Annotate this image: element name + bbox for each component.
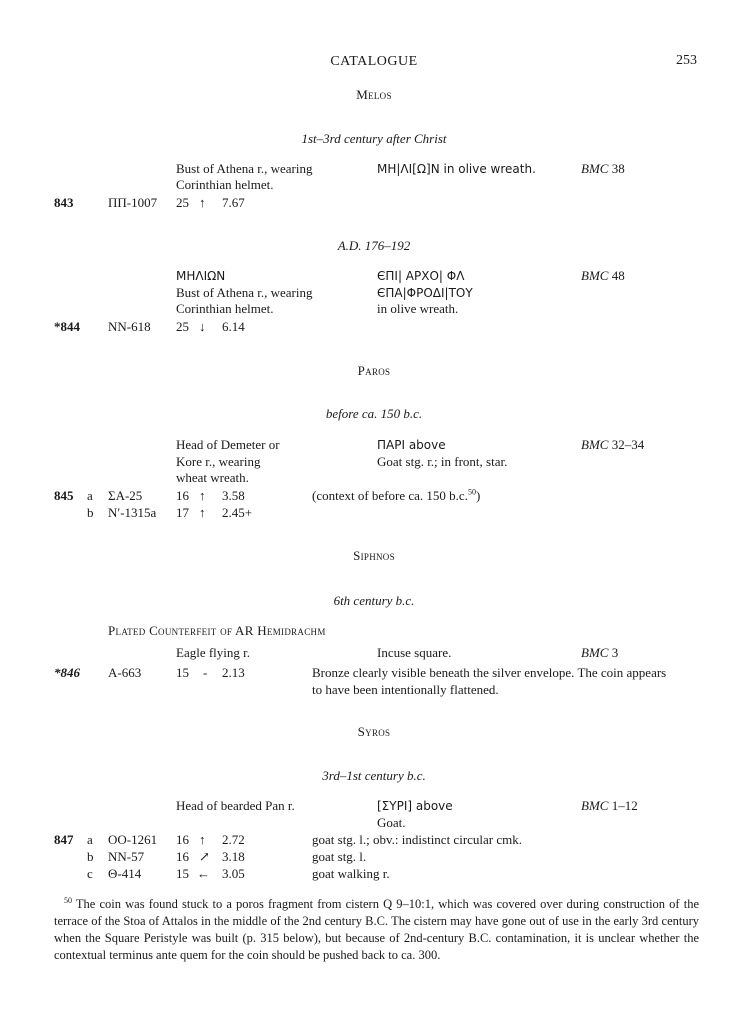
bmc-number: 38 [611, 161, 625, 176]
die-axis-arrow-icon: ↑ [199, 505, 206, 520]
die-axis-arrow-icon: ↗ [199, 849, 210, 864]
footnote-text: The coin was found stuck to a poros fragment from cistern Q 9–10:1, which was covered over during construction of the terrace of the Stoa of Attalos in the middle of the 2nd century B.C. The cistern may have gone out of use in the early 3rd century when the Square Peristyle was built (p. 315 below), but because of 2nd-century B.C. contamination, it is unclear whether the contextual terminus ante quem for the coin should be pushed back to ca. 300. [54, 897, 699, 962]
obverse-line: Corinthian helmet. [176, 177, 274, 192]
inventory-number: N′-1315a [108, 505, 157, 520]
reverse-line [377, 161, 536, 177]
note-line: to have been intentionally flattened. [312, 682, 499, 697]
catalogue-number: 845 [54, 488, 74, 503]
weight: 2.72 [222, 832, 245, 847]
section-title-paros: Paros [357, 363, 391, 378]
weight: 6.14 [222, 319, 245, 334]
catalogue-number: 843 [54, 195, 74, 210]
reverse-legend: ΜΗ|ΛΙ[Ω]Ν in olive wreath. [377, 162, 536, 176]
die-axis-arrow-icon: ↑ [199, 195, 206, 210]
note-line: Bronze clearly visible beneath the silver envelope. The coin appears [312, 665, 667, 680]
catalogue-number: *844 [54, 319, 80, 334]
obverse-line: Bust of Athena r., wearing [176, 161, 313, 176]
footnote-reference: 50 [467, 487, 476, 497]
obverse-line: Eagle flying r. [176, 645, 251, 660]
coin-description: goat walking r. [312, 866, 390, 881]
weight: 2.45+ [222, 505, 253, 520]
bmc-label: BMC [581, 161, 609, 176]
bmc-number: 1–12 [611, 798, 638, 813]
obverse-line: Head of bearded Pan r. [176, 798, 295, 813]
weight: 3.18 [222, 849, 245, 864]
die-axis-arrow-icon: ↑ [199, 488, 206, 503]
period-heading: 6th century b.c. [333, 593, 415, 608]
diameter: 16 [176, 832, 189, 847]
die-axis-dash-icon: - [203, 665, 208, 680]
obverse-line: wheat wreath. [176, 470, 249, 485]
period-heading: 1st–3rd century after Christ [301, 131, 447, 146]
die-axis-arrow-icon: ← [197, 866, 210, 881]
variant-letter: c [87, 866, 93, 881]
diameter: 16 [176, 488, 189, 503]
reverse-line: Goat stg. r.; in front, star. [377, 454, 508, 469]
obverse-line: Corinthian helmet. [176, 301, 274, 316]
bmc-reference [581, 437, 644, 453]
bmc-reference [581, 161, 625, 177]
obverse-line: Bust of Athena r., wearing [176, 285, 313, 300]
bmc-reference [581, 645, 618, 661]
reverse-legend: [ΣΥΡΙ] above [377, 799, 453, 813]
diameter: 25 [176, 319, 189, 334]
inventory-number: Θ-414 [108, 866, 142, 881]
bmc-number: 3 [611, 645, 619, 660]
context-close: ) [475, 488, 481, 503]
bmc-label: BMC [581, 437, 609, 452]
section-title-melos: Melos [356, 87, 392, 102]
diameter: 15 [176, 665, 189, 680]
catalogue-number: 847 [54, 832, 74, 847]
die-axis-arrow-icon: ↓ [199, 319, 206, 334]
reverse-line: Incuse square. [377, 645, 452, 660]
inventory-number: A-663 [108, 665, 142, 680]
coin-description: goat stg. l.; obv.: indistinct circular cmk. [312, 832, 523, 847]
variant-letter: a [87, 488, 93, 503]
page-number: 253 [676, 53, 697, 68]
inventory-number: NN-57 [108, 849, 145, 864]
inventory-number: ΣΑ-25 [108, 488, 143, 503]
catalogue-number: *846 [54, 665, 80, 680]
footnote [54, 896, 699, 964]
inventory-number: ΠΠ-1007 [108, 195, 158, 210]
reverse-legend: ЄΠΙ| ΑΡΧΟ| ΦΛ [377, 269, 465, 283]
diameter: 16 [176, 849, 189, 864]
bmc-reference [581, 798, 638, 814]
bmc-label: BMC [581, 798, 609, 813]
bmc-number: 48 [611, 268, 625, 283]
period-heading: 3rd–1st century b.c. [322, 768, 426, 783]
context-text: (context of before ca. 150 b.c. [312, 488, 468, 503]
running-head: CATALOGUE [330, 54, 418, 69]
period-heading: A.D. 176–192 [337, 238, 411, 253]
obverse-legend: ΜΗΛΙΩΝ [176, 269, 226, 283]
footnote-marker: 50 [64, 895, 72, 905]
inventory-number: OO-1261 [108, 832, 158, 847]
variant-letter: b [87, 849, 94, 864]
inventory-number: NN-618 [108, 319, 151, 334]
context-note [312, 488, 480, 504]
bmc-label: BMC [581, 645, 609, 660]
reverse-legend: ЄΠΑ|ΦΡΟΔΙ|ΤΟΥ [377, 286, 473, 300]
section-title-siphnos: Siphnos [353, 548, 395, 563]
bmc-number: 32–34 [611, 437, 645, 452]
coin-description: goat stg. l. [312, 849, 367, 864]
section-title-syros: Syros [357, 724, 391, 739]
denomination-subhead: Plated Counterfeit of AR Hemidrachm [108, 623, 326, 638]
variant-letter: b [87, 505, 94, 520]
obverse-line: Kore r., wearing [176, 454, 261, 469]
weight: 3.05 [222, 866, 245, 881]
weight: 7.67 [222, 195, 245, 210]
weight: 3.58 [222, 488, 245, 503]
bmc-reference [581, 268, 625, 284]
variant-letter: a [87, 832, 93, 847]
diameter: 25 [176, 195, 189, 210]
obverse-line: Head of Demeter or [176, 437, 280, 452]
die-axis-arrow-icon: ↑ [199, 832, 206, 847]
bmc-label: BMC [581, 268, 609, 283]
weight: 2.13 [222, 665, 245, 680]
diameter: 17 [176, 505, 189, 520]
reverse-line: in olive wreath. [377, 301, 459, 316]
diameter: 15 [176, 866, 189, 881]
reverse-legend: ΠΑΡΙ above [377, 438, 446, 452]
reverse-line: Goat. [377, 815, 406, 830]
period-heading: before ca. 150 b.c. [325, 406, 423, 421]
